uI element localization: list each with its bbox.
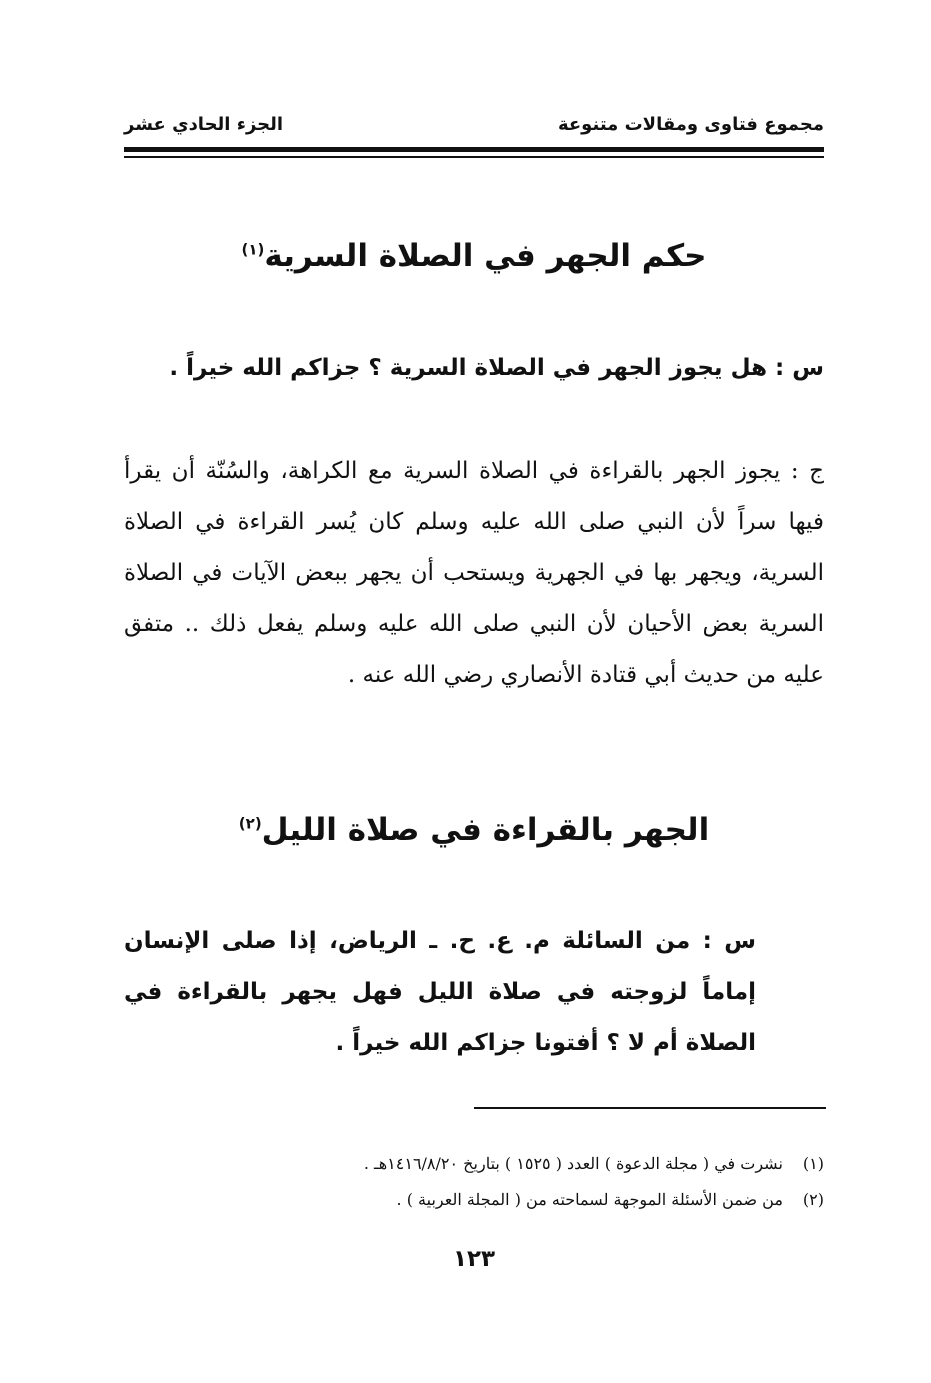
section-title-text: الجهر بالقراءة في صلاة الليل <box>261 812 710 848</box>
footnotes <box>124 1146 824 1218</box>
header-rule-thick <box>124 147 824 152</box>
section-title-2 <box>124 812 824 848</box>
footnote-ref-1: (١) <box>241 240 265 259</box>
footnote-mark: (١) <box>802 1154 824 1173</box>
question-1: س : هل يجوز الجهر في الصلاة السرية ؟ جزاكم الله خيراً . <box>169 355 824 381</box>
volume-title: الجزء الحادي عشر <box>124 114 284 135</box>
book-title: مجموع فتاوى ومقالات متنوعة <box>557 114 824 135</box>
running-header <box>124 112 824 142</box>
question-2: س : من السائلة م. ع. ح. ـ الرياض، إذا صلى الإنسان إماماً لزوجته في صلاة الليل فهل يجهر بالقراءة في الصلاة أم لا ؟ أفتونا جزاكم الله خيراً . <box>124 928 756 1056</box>
footnote-text: نشرت في ( مجلة الدعوة ) العدد ( ١٥٢٥ ) بتاريخ ١٤١٦/٨/٢٠هـ . <box>363 1154 783 1173</box>
footnote-text: من ضمن الأسئلة الموجهة لسماحته من ( المجلة العربية ) . <box>396 1190 783 1209</box>
answer-1: ج : يجوز الجهر بالقراءة في الصلاة السرية مع الكراهة، والسُنّة أن يقرأ فيها سراً لأن النبي صلى الله عليه وسلم كان يُسر القراءة في الصلاة السرية، ويجهر بها في الجهرية ويستحب أن يجهر ببعض الآيات في الصلاة السرية بعض الأحيان لأن النبي صلى الله عليه وسلم يفعل ذلك .. متفق عليه من حديث أبي قتادة الأنصاري رضي الله عنه . <box>124 458 824 688</box>
section-title-text: حكم الجهر في الصلاة السرية <box>264 238 707 274</box>
footnote-2 <box>124 1182 824 1218</box>
header-rule-thin <box>124 156 824 158</box>
footnote-1 <box>124 1146 824 1182</box>
footnote-ref-2: (٢) <box>238 814 262 833</box>
footnote-separator <box>474 1107 826 1109</box>
footnote-mark: (٢) <box>802 1190 824 1209</box>
section-title-1 <box>124 238 824 274</box>
page-number: ١٢٣ <box>452 1246 496 1272</box>
